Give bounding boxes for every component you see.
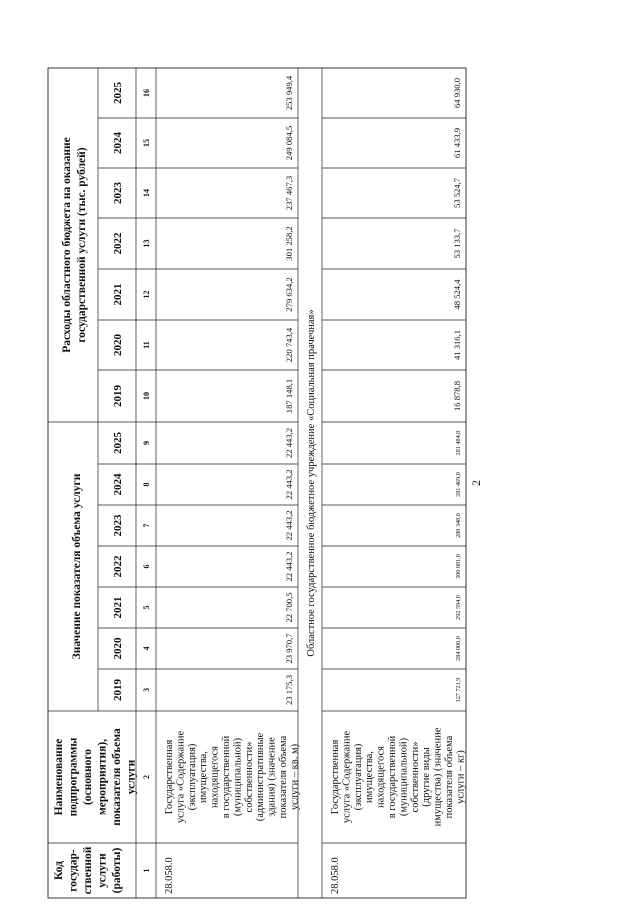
column-number: 6	[142, 564, 151, 569]
header-name-line: мероприятия),	[96, 738, 109, 816]
volume-value: 292 594,0	[455, 595, 462, 620]
volume-value: 300 081,0	[455, 554, 462, 579]
year-header-expenses: 2019	[112, 385, 124, 407]
service-name-line: услуга «Содержание	[175, 730, 187, 824]
service-name-line: собственности»	[243, 741, 255, 813]
volume-value: 23 970,7	[284, 633, 294, 664]
column-number: 15	[142, 139, 151, 147]
expense-value: 237 467,3	[284, 175, 294, 211]
service-name-line: показателя объема	[278, 735, 289, 819]
header-code-line: Код	[53, 860, 65, 881]
service-name-line: имущества,	[198, 751, 210, 803]
expense-value: 16 878,8	[452, 380, 462, 412]
year-header-expenses: 2021	[112, 283, 124, 306]
column-number: 10	[142, 392, 151, 400]
column-number: 9	[142, 441, 151, 445]
year-header-expenses: 2020	[112, 334, 124, 356]
header-name-line: подпрограммы	[67, 737, 80, 817]
year-header-expenses: 2024	[112, 132, 124, 154]
column-number: 5	[142, 605, 151, 610]
expense-value: 187 148,1	[284, 378, 294, 414]
column-number: 2	[142, 775, 151, 779]
expense-value: 41 316,1	[452, 329, 462, 361]
service-name-line: находящегося	[209, 745, 221, 809]
volume-value: 22 443,2	[284, 469, 294, 500]
expense-value: 48 524,4	[452, 279, 462, 310]
header-name-line: (основного	[82, 748, 94, 806]
service-name-line: в государственной	[221, 735, 232, 819]
service-name-line: услуги – кг)	[455, 750, 467, 804]
service-name-line: услуга «Содержание	[341, 730, 353, 824]
expense-value: 279 634,2	[284, 277, 294, 312]
service-name-line: здания) (значение	[266, 737, 278, 817]
column-number: 8	[142, 482, 151, 487]
service-name-line: находящегося	[375, 745, 387, 809]
year-header-volume: 2022	[112, 555, 124, 578]
column-number: 16	[142, 89, 151, 97]
column-number: 11	[142, 341, 151, 349]
service-name-line: (эксплуатация)	[186, 743, 198, 811]
service-name-line: (эксплуатация)	[352, 743, 364, 811]
header-code-line: ственной	[82, 846, 94, 895]
expense-value: 249 084,5	[284, 125, 294, 161]
year-header-expenses: 2025	[112, 82, 124, 104]
expense-value: 64 930,0	[452, 77, 462, 109]
page-number: 2	[469, 480, 483, 486]
volume-value: 22 443,2	[284, 510, 294, 541]
expense-value: 53 133,7	[452, 228, 462, 259]
year-header-volume: 2019	[112, 679, 124, 701]
service-name-line: имущества,	[364, 751, 376, 803]
service-name-line: (муниципальной)	[398, 737, 410, 817]
service-name-line: (другие виды	[421, 747, 433, 807]
header-code-line: (работы)	[111, 847, 123, 894]
table-row	[164, 75, 300, 894]
expense-value: 53 524,7	[452, 177, 462, 209]
header-volume-group: Значение показателя объема услуги	[71, 473, 83, 660]
service-name-line: в государственной	[387, 735, 398, 819]
service-code: 28.058.0	[164, 857, 175, 894]
header-name	[53, 728, 138, 826]
service-name-line: (муниципальной)	[232, 737, 244, 817]
year-header-volume: 2021	[112, 596, 124, 619]
header-code-line: услуги	[96, 853, 109, 888]
volume-value: 22 443,2	[284, 427, 294, 459]
landscape-content	[48, 68, 483, 898]
service-name-line: имущества) (значение	[432, 727, 444, 827]
service-name-line: услуги – кв. м)	[289, 743, 301, 811]
volume-value: 127 721,9	[455, 677, 462, 703]
expense-value: 253 949,4	[284, 75, 294, 111]
column-number: 12	[142, 290, 151, 299]
year-header-volume: 2024	[112, 473, 124, 496]
header-expenses-line: государственной услуги (тыс. рублей)	[76, 147, 88, 343]
header-expenses-group	[61, 137, 88, 353]
table-row	[330, 78, 466, 894]
column-number: 4	[142, 646, 151, 651]
service-name-line: (административные	[255, 732, 267, 822]
volume-value: 22 443,2	[284, 551, 294, 582]
year-header-volume: 2023	[112, 514, 124, 537]
service-name-line: Государственная	[330, 739, 341, 815]
column-number: 7	[142, 523, 151, 528]
year-header-volume: 2025	[112, 432, 124, 454]
year-header-expenses: 2023	[112, 182, 124, 204]
volume-value: 284 000,0	[455, 636, 462, 661]
year-header-expenses: 2022	[112, 232, 124, 255]
header-name-line: услуги	[125, 759, 138, 795]
volume-value: 280 348,0	[455, 513, 462, 538]
service-name-line: показателя объема	[444, 735, 455, 819]
column-number: 14	[142, 189, 151, 197]
year-header-volume: 2020	[112, 637, 124, 660]
column-number: 13	[142, 239, 151, 248]
service-code: 28.058.0	[330, 857, 341, 894]
header-expenses-line: Расходы областного бюджета на оказание	[61, 137, 73, 353]
header-code-line: государ-	[67, 849, 80, 892]
header-name-line: показателя объема	[111, 728, 123, 826]
expense-value: 220 743,4	[284, 327, 294, 363]
volume-value: 281 484,0	[455, 430, 462, 456]
header-code	[53, 846, 123, 894]
volume-value: 281 469,0	[455, 472, 462, 497]
header-name-line: Наименование	[53, 738, 65, 816]
service-name-line: Государственная	[164, 739, 175, 815]
volume-value: 22 700,5	[284, 592, 294, 623]
expense-value: 61 433,9	[452, 127, 462, 159]
volume-value: 23 175,3	[284, 674, 294, 706]
service-name-line: собственности»	[409, 741, 421, 813]
section-title: Областное государственное бюджетное учреждение «Социальная прачечная»	[306, 309, 317, 657]
expense-value: 301 258,2	[284, 226, 294, 261]
column-number: 3	[142, 688, 151, 692]
column-number: 1	[142, 868, 151, 873]
